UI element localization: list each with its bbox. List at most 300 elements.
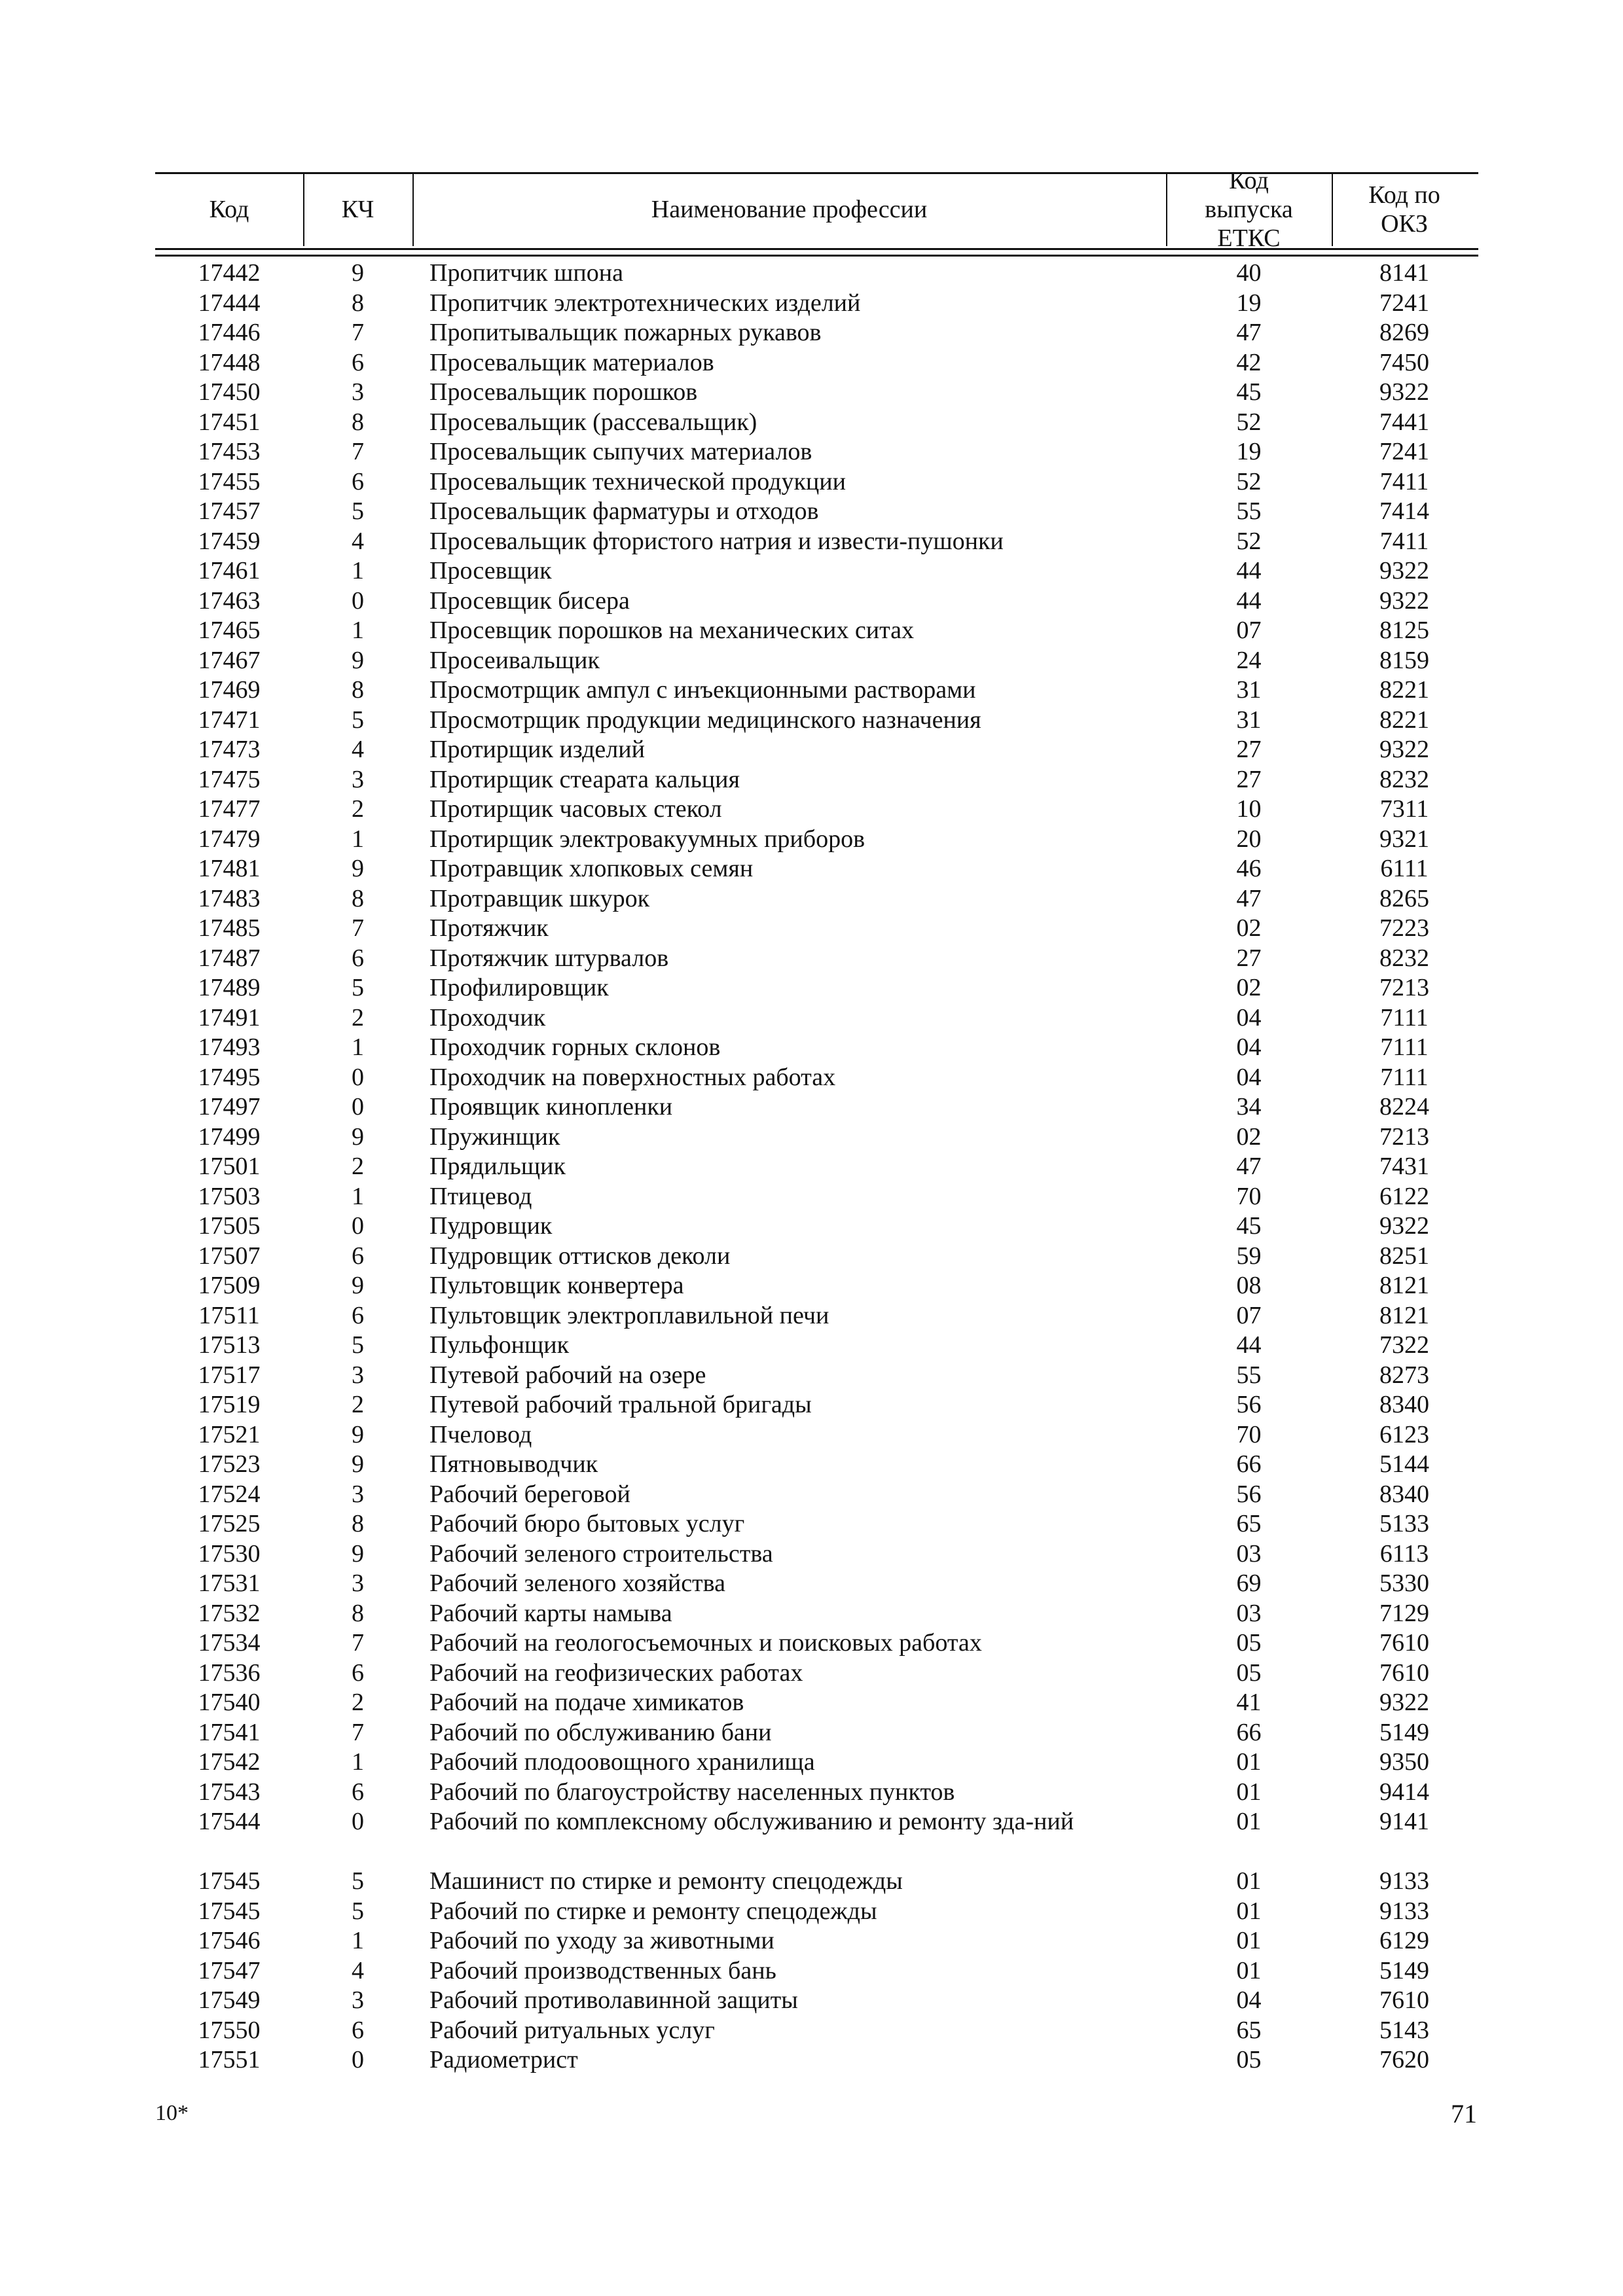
table-row <box>0 675 1623 706</box>
row-okz-code: 8121 <box>1379 1301 1429 1329</box>
row-kch: 6 <box>352 467 364 495</box>
table-row <box>0 795 1623 825</box>
row-code: 17531 <box>198 1570 261 1597</box>
row-etks-code: 01 <box>1236 1748 1262 1776</box>
row-etks-code: 31 <box>1236 706 1262 734</box>
row-etks-code: 47 <box>1236 1153 1262 1180</box>
row-kch: 5 <box>352 974 364 1001</box>
row-etks-code: 47 <box>1236 319 1262 346</box>
row-kch: 1 <box>352 825 364 853</box>
table-row <box>0 1897 1623 1927</box>
row-etks-code: 52 <box>1236 408 1262 436</box>
row-code: 17509 <box>198 1272 261 1299</box>
table-row <box>0 1807 1623 1867</box>
row-etks-code: 24 <box>1236 646 1262 674</box>
row-profession-name: Птицевод <box>429 1182 532 1210</box>
row-okz-code: 7241 <box>1379 438 1429 465</box>
table-row <box>0 1003 1623 1033</box>
header-code: Код <box>209 195 249 223</box>
table-row <box>0 765 1623 795</box>
row-okz-code: 8232 <box>1379 944 1429 972</box>
row-kch: 2 <box>352 1391 364 1418</box>
row-etks-code: 44 <box>1236 557 1262 584</box>
row-etks-code: 27 <box>1236 765 1262 793</box>
row-profession-name: Пчеловод <box>429 1420 532 1448</box>
row-kch: 3 <box>352 1480 364 1508</box>
row-code: 17497 <box>198 1093 261 1121</box>
row-profession-name: Рабочий бюро бытовых услуг <box>429 1510 745 1537</box>
row-okz-code: 8273 <box>1379 1361 1429 1389</box>
row-profession-name: Рабочий береговой <box>429 1480 630 1508</box>
row-okz-code: 5149 <box>1379 1718 1429 1746</box>
row-code: 17469 <box>198 676 261 704</box>
row-profession-name: Радиометрист <box>429 2046 578 2073</box>
row-kch: 2 <box>352 1153 364 1180</box>
row-kch: 6 <box>352 944 364 972</box>
row-okz-code: 8221 <box>1379 676 1429 704</box>
row-etks-code: 41 <box>1236 1689 1262 1716</box>
table-row <box>0 914 1623 944</box>
row-okz-code: 8121 <box>1379 1272 1429 1299</box>
row-profession-name: Протирщик изделий <box>429 736 645 763</box>
table-row <box>0 1361 1623 1391</box>
table-row <box>0 408 1623 438</box>
header-etks-code: Код выпуска ЕТКС <box>1205 166 1293 252</box>
row-okz-code: 8125 <box>1379 617 1429 644</box>
row-kch: 1 <box>352 557 364 584</box>
table-row <box>0 1867 1623 1897</box>
row-profession-name: Рабочий по комплексному обслуживанию и ремонту зда-ний <box>429 1808 1074 1835</box>
row-code: 17446 <box>198 319 261 346</box>
row-etks-code: 45 <box>1236 378 1262 406</box>
row-okz-code: 6122 <box>1379 1182 1429 1210</box>
row-kch: 2 <box>352 1689 364 1716</box>
row-code: 17547 <box>198 1956 261 1984</box>
table-row <box>0 1539 1623 1570</box>
row-code: 17513 <box>198 1331 261 1359</box>
row-etks-code: 04 <box>1236 1063 1262 1091</box>
row-profession-name: Рабочий плодоовощного хранилища <box>429 1748 815 1776</box>
row-kch: 8 <box>352 884 364 912</box>
row-etks-code: 66 <box>1236 1450 1262 1478</box>
table-row <box>0 1480 1623 1510</box>
row-etks-code: 56 <box>1236 1480 1262 1508</box>
table-row <box>0 1599 1623 1629</box>
row-okz-code: 7610 <box>1379 1986 1429 2014</box>
table-row <box>0 1211 1623 1242</box>
row-profession-name: Рабочий зеленого хозяйства <box>429 1570 725 1597</box>
row-profession-name: Пропитчик шпона <box>429 259 623 287</box>
row-kch: 6 <box>352 1242 364 1270</box>
table-row <box>0 1986 1623 2016</box>
row-etks-code: 66 <box>1236 1718 1262 1746</box>
row-okz-code: 7411 <box>1379 467 1429 495</box>
row-code: 17451 <box>198 408 261 436</box>
row-okz-code: 7441 <box>1379 408 1429 436</box>
profession-table-body <box>0 259 1623 2075</box>
row-code: 17471 <box>198 706 261 734</box>
header-kch: КЧ <box>341 195 374 223</box>
row-code: 17487 <box>198 944 261 972</box>
row-kch: 6 <box>352 1778 364 1806</box>
row-kch: 9 <box>352 1539 364 1568</box>
row-etks-code: 01 <box>1236 1778 1262 1806</box>
table-row <box>0 289 1623 319</box>
row-okz-code: 6129 <box>1379 1927 1429 1954</box>
row-okz-code: 9141 <box>1379 1808 1429 1835</box>
row-etks-code: 46 <box>1236 855 1262 882</box>
row-kch: 5 <box>352 1331 364 1359</box>
row-code: 17524 <box>198 1480 261 1508</box>
row-code: 17499 <box>198 1122 261 1151</box>
row-okz-code: 5144 <box>1379 1450 1429 1478</box>
row-okz-code: 8159 <box>1379 646 1429 674</box>
row-profession-name: Просевщик <box>429 557 552 584</box>
table-row <box>0 1718 1623 1748</box>
row-profession-name: Пудровщик <box>429 1212 553 1240</box>
row-etks-code: 10 <box>1236 795 1262 823</box>
row-code: 17511 <box>198 1301 260 1329</box>
row-code: 17450 <box>198 378 261 406</box>
table-row <box>0 1450 1623 1480</box>
row-profession-name: Рабочий на геофизических работах <box>429 1659 803 1687</box>
row-okz-code: 5149 <box>1379 1956 1429 1984</box>
row-okz-code: 7241 <box>1379 289 1429 317</box>
row-etks-code: 07 <box>1236 617 1262 644</box>
header-okz-code: Код по ОКЗ <box>1368 181 1440 238</box>
row-profession-name: Просевщик порошков на механических ситах <box>429 617 915 644</box>
row-code: 17541 <box>198 1718 261 1746</box>
row-code: 17546 <box>198 1927 261 1954</box>
row-profession-name: Проходчик на поверхностных работах <box>429 1063 836 1091</box>
row-kch: 6 <box>352 1301 364 1329</box>
row-profession-name: Проходчик <box>429 1003 546 1031</box>
row-okz-code: 7311 <box>1379 795 1429 823</box>
row-kch: 5 <box>352 497 364 525</box>
row-kch: 9 <box>352 1450 364 1478</box>
row-okz-code: 5143 <box>1379 2016 1429 2044</box>
row-code: 17551 <box>198 2046 261 2073</box>
row-okz-code: 9321 <box>1379 825 1429 853</box>
row-etks-code: 40 <box>1236 259 1262 287</box>
row-kch: 6 <box>352 348 364 376</box>
table-row <box>0 973 1623 1003</box>
row-etks-code: 07 <box>1236 1301 1262 1329</box>
row-kch: 5 <box>352 706 364 734</box>
table-row <box>0 1926 1623 1956</box>
row-kch: 5 <box>352 1897 364 1925</box>
row-profession-name: Протяжчик штурвалов <box>429 944 669 972</box>
table-row <box>0 437 1623 467</box>
row-code: 17485 <box>198 914 261 942</box>
row-code: 17463 <box>198 586 261 615</box>
row-profession-name: Рабочий по обслуживанию бани <box>429 1718 772 1746</box>
row-etks-code: 05 <box>1236 2046 1262 2073</box>
row-etks-code: 02 <box>1236 914 1262 942</box>
row-kch: 0 <box>352 1808 364 1835</box>
row-kch: 8 <box>352 289 364 317</box>
row-etks-code: 08 <box>1236 1272 1262 1299</box>
row-kch: 0 <box>352 2046 364 2073</box>
row-profession-name: Пятновыводчик <box>429 1450 598 1478</box>
table-row <box>0 1956 1623 1986</box>
row-profession-name: Просмотрщик продукции медицинского назначения <box>429 706 981 734</box>
table-row <box>0 1509 1623 1539</box>
table-row <box>0 1063 1623 1093</box>
row-code: 17477 <box>198 795 261 823</box>
row-code: 17461 <box>198 557 261 584</box>
row-kch: 1 <box>352 1927 364 1954</box>
row-etks-code: 65 <box>1236 2016 1262 2044</box>
row-kch: 1 <box>352 1748 364 1776</box>
row-kch: 5 <box>352 1867 364 1895</box>
row-kch: 3 <box>352 1986 364 2014</box>
row-okz-code: 7111 <box>1380 1033 1429 1061</box>
row-code: 17475 <box>198 765 261 793</box>
row-etks-code: 03 <box>1236 1539 1262 1568</box>
row-code: 17457 <box>198 497 261 525</box>
row-code: 17523 <box>198 1450 261 1478</box>
row-profession-name: Просевальщик (рассевальщик) <box>429 408 757 436</box>
row-okz-code: 8269 <box>1379 319 1429 346</box>
row-kch: 7 <box>352 319 364 346</box>
row-kch: 4 <box>352 527 364 555</box>
row-kch: 2 <box>352 795 364 823</box>
row-code: 17459 <box>198 527 261 555</box>
row-code: 17479 <box>198 825 261 853</box>
row-etks-code: 69 <box>1236 1570 1262 1597</box>
row-okz-code: 9322 <box>1379 1689 1429 1716</box>
row-etks-code: 01 <box>1236 1808 1262 1835</box>
row-etks-code: 55 <box>1236 497 1262 525</box>
row-okz-code: 7610 <box>1379 1629 1429 1657</box>
row-kch: 8 <box>352 676 364 704</box>
row-okz-code: 8224 <box>1379 1093 1429 1121</box>
table-row <box>0 825 1623 855</box>
table-row <box>0 1748 1623 1778</box>
row-kch: 1 <box>352 1182 364 1210</box>
row-etks-code: 04 <box>1236 1986 1262 2014</box>
table-row <box>0 348 1623 378</box>
row-okz-code: 6113 <box>1379 1539 1429 1568</box>
row-code: 17544 <box>198 1808 261 1835</box>
row-code: 17549 <box>198 1986 261 2014</box>
row-kch: 8 <box>352 1599 364 1627</box>
row-etks-code: 31 <box>1236 676 1262 704</box>
row-okz-code: 9133 <box>1379 1867 1429 1895</box>
row-kch: 3 <box>352 765 364 793</box>
row-okz-code: 7431 <box>1379 1153 1429 1180</box>
row-code: 17501 <box>198 1153 261 1180</box>
table-row <box>0 586 1623 617</box>
row-etks-code: 52 <box>1236 527 1262 555</box>
table-row <box>0 1688 1623 1718</box>
row-etks-code: 34 <box>1236 1093 1262 1121</box>
row-profession-name: Просеивальщик <box>429 646 600 674</box>
table-row <box>0 1659 1623 1689</box>
row-profession-name: Путевой рабочий на озере <box>429 1361 706 1389</box>
row-kch: 3 <box>352 378 364 406</box>
row-profession-name: Просевальщик фарматуры и отходов <box>429 497 819 525</box>
row-kch: 0 <box>352 1093 364 1121</box>
row-okz-code: 7213 <box>1379 1122 1429 1151</box>
row-profession-name: Путевой рабочий тральной бригады <box>429 1391 812 1418</box>
row-code: 17503 <box>198 1182 261 1210</box>
table-row <box>0 1301 1623 1331</box>
row-etks-code: 70 <box>1236 1182 1262 1210</box>
row-profession-name: Протирщик электровакуумных приборов <box>429 825 866 853</box>
row-code: 17550 <box>198 2016 261 2044</box>
row-kch: 3 <box>352 1570 364 1597</box>
row-etks-code: 45 <box>1236 1212 1262 1240</box>
table-row <box>0 1152 1623 1182</box>
row-okz-code: 5330 <box>1379 1570 1429 1597</box>
row-profession-name: Просевальщик материалов <box>429 348 714 376</box>
row-etks-code: 27 <box>1236 944 1262 972</box>
row-okz-code: 9322 <box>1379 557 1429 584</box>
row-profession-name: Рабочий противолавинной защиты <box>429 1986 798 2014</box>
row-profession-name: Пудровщик оттисков деколи <box>429 1242 731 1270</box>
row-kch: 4 <box>352 1956 364 1984</box>
table-row <box>0 1390 1623 1420</box>
signature-mark: 10* <box>155 2101 189 2125</box>
row-etks-code: 56 <box>1236 1391 1262 1418</box>
table-row <box>0 467 1623 497</box>
row-okz-code: 7111 <box>1380 1063 1429 1091</box>
row-etks-code: 02 <box>1236 974 1262 1001</box>
row-kch: 4 <box>352 736 364 763</box>
row-profession-name: Рабочий зеленого строительства <box>429 1539 773 1568</box>
row-kch: 9 <box>352 646 364 674</box>
table-row <box>0 1420 1623 1450</box>
row-code: 17519 <box>198 1391 261 1418</box>
row-code: 17542 <box>198 1748 261 1776</box>
row-okz-code: 6111 <box>1380 855 1429 882</box>
row-kch: 2 <box>352 1003 364 1031</box>
table-row <box>0 1628 1623 1659</box>
row-code: 17517 <box>198 1361 261 1389</box>
table-row <box>0 944 1623 974</box>
row-kch: 7 <box>352 1629 364 1657</box>
row-kch: 8 <box>352 1510 364 1537</box>
row-code: 17491 <box>198 1003 261 1031</box>
row-profession-name: Пружинщик <box>429 1122 560 1151</box>
header-profession-name: Наименование профессии <box>651 195 928 223</box>
row-code: 17493 <box>198 1033 261 1061</box>
table-row <box>0 1182 1623 1212</box>
row-etks-code: 04 <box>1236 1033 1262 1061</box>
row-okz-code: 7610 <box>1379 1659 1429 1687</box>
row-code: 17545 <box>198 1897 261 1925</box>
row-code: 17467 <box>198 646 261 674</box>
row-okz-code: 7213 <box>1379 974 1429 1001</box>
row-profession-name: Просевальщик порошков <box>429 378 698 406</box>
row-profession-name: Проявщик кинопленки <box>429 1093 673 1121</box>
row-kch: 7 <box>352 914 364 942</box>
row-code: 17448 <box>198 348 261 376</box>
row-profession-name: Рабочий по уходу за животными <box>429 1927 775 1954</box>
row-profession-name: Пропитывальщик пожарных рукавов <box>429 319 822 346</box>
row-kch: 0 <box>352 586 364 615</box>
row-etks-code: 20 <box>1236 825 1262 853</box>
table-row <box>0 1122 1623 1153</box>
row-code: 17545 <box>198 1867 261 1895</box>
row-okz-code: 9350 <box>1379 1748 1429 1776</box>
row-etks-code: 01 <box>1236 1927 1262 1954</box>
table-row <box>0 646 1623 676</box>
row-code: 17481 <box>198 855 261 882</box>
row-kch: 6 <box>352 2016 364 2044</box>
row-profession-name: Рабочий карты намыва <box>429 1599 672 1627</box>
row-okz-code: 8265 <box>1379 884 1429 912</box>
row-etks-code: 02 <box>1236 1122 1262 1151</box>
row-kch: 8 <box>352 408 364 436</box>
table-row <box>0 854 1623 884</box>
row-okz-code: 7223 <box>1379 914 1429 942</box>
table-row <box>0 556 1623 586</box>
row-profession-name: Просевщик бисера <box>429 586 630 615</box>
row-okz-code: 7322 <box>1379 1331 1429 1359</box>
row-okz-code: 7620 <box>1379 2046 1429 2073</box>
row-etks-code: 42 <box>1236 348 1262 376</box>
row-etks-code: 19 <box>1236 438 1262 465</box>
row-profession-name: Пропитчик электротехнических изделий <box>429 289 861 317</box>
row-okz-code: 5133 <box>1379 1510 1429 1537</box>
table-row <box>0 884 1623 914</box>
row-okz-code: 7411 <box>1379 527 1429 555</box>
row-profession-name: Просевальщик сыпучих материалов <box>429 438 812 465</box>
row-code: 17540 <box>198 1689 261 1716</box>
row-profession-name: Рабочий на геологосъемочных и поисковых работах <box>429 1629 982 1657</box>
row-etks-code: 19 <box>1236 289 1262 317</box>
row-okz-code: 9322 <box>1379 736 1429 763</box>
row-profession-name: Протирщик часовых стекол <box>429 795 722 823</box>
row-okz-code: 9133 <box>1379 1897 1429 1925</box>
row-code: 17525 <box>198 1510 261 1537</box>
row-etks-code: 70 <box>1236 1420 1262 1448</box>
row-code: 17455 <box>198 467 261 495</box>
row-etks-code: 03 <box>1236 1599 1262 1627</box>
table-row <box>0 378 1623 408</box>
row-okz-code: 9414 <box>1379 1778 1429 1806</box>
row-etks-code: 52 <box>1236 467 1262 495</box>
table-row <box>0 259 1623 289</box>
row-okz-code: 9322 <box>1379 378 1429 406</box>
row-etks-code: 65 <box>1236 1510 1262 1537</box>
row-profession-name: Пультовщик конвертера <box>429 1272 684 1299</box>
row-kch: 0 <box>352 1063 364 1091</box>
row-code: 17532 <box>198 1599 261 1627</box>
table-row <box>0 318 1623 348</box>
row-kch: 1 <box>352 617 364 644</box>
row-etks-code: 27 <box>1236 736 1262 763</box>
row-code: 17473 <box>198 736 261 763</box>
row-kch: 7 <box>352 438 364 465</box>
row-code: 17442 <box>198 259 261 287</box>
row-etks-code: 47 <box>1236 884 1262 912</box>
table-row <box>0 1242 1623 1272</box>
row-etks-code: 05 <box>1236 1659 1262 1687</box>
table-row <box>0 1271 1623 1301</box>
row-profession-name: Протирщик стеарата кальция <box>429 765 740 793</box>
row-profession-name: Пультовщик электроплавильной печи <box>429 1301 830 1329</box>
row-profession-name: Рабочий по благоустройству населенных пунктов <box>429 1778 955 1806</box>
row-etks-code: 05 <box>1236 1629 1262 1657</box>
row-profession-name: Рабочий на подаче химикатов <box>429 1689 744 1716</box>
row-code: 17495 <box>198 1063 261 1091</box>
row-okz-code: 8221 <box>1379 706 1429 734</box>
row-okz-code: 8340 <box>1379 1391 1429 1418</box>
